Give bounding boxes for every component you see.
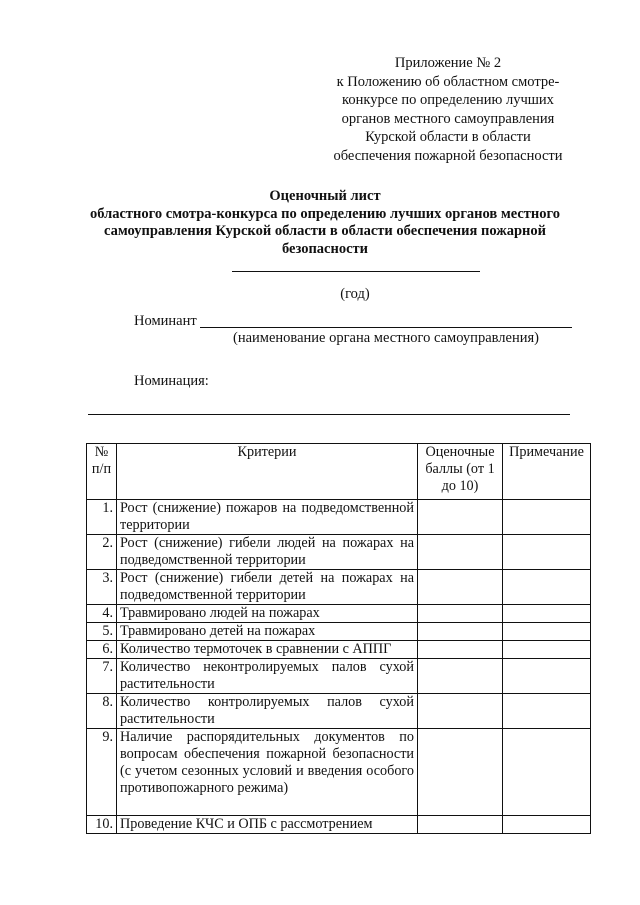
header-score: Оценочные баллы (от 1 до 10) xyxy=(418,444,503,500)
row-criterion: Наличие распорядительных документов по вопросам обеспечения пожарной безопасности (с учетом сезонных условий и введения особого противопожарного режима) xyxy=(117,729,418,816)
appendix-line: Приложение № 2 xyxy=(394,55,502,71)
title-line: областного смотра-конкурса по определению лучших органов местного xyxy=(89,205,561,222)
row-number: 7. xyxy=(87,659,117,694)
table-row xyxy=(87,500,591,535)
document-title xyxy=(60,188,590,258)
note-cell[interactable] xyxy=(503,570,591,605)
table-row xyxy=(87,659,591,694)
appendix-line: конкурсе по определению лучших xyxy=(342,92,554,109)
table-row xyxy=(87,570,591,605)
row-number: 8. xyxy=(87,694,117,729)
note-cell[interactable] xyxy=(503,641,591,659)
row-criterion: Рост (снижение) гибели людей на пожарах на подведомственной территории xyxy=(117,535,418,570)
year-caption: (год) xyxy=(340,286,370,302)
row-number: 9. xyxy=(87,729,117,816)
row-criterion: Количество контролируемых палов сухой растительности xyxy=(117,694,418,729)
appendix-line: Курской области в области xyxy=(365,129,531,146)
nominee-fill-line xyxy=(200,327,572,328)
row-number: 4. xyxy=(87,605,117,623)
score-cell[interactable] xyxy=(418,605,503,623)
score-cell[interactable] xyxy=(418,570,503,605)
nomination-label: Номинация: xyxy=(134,373,209,389)
nominee-label: Номинант xyxy=(134,313,197,329)
row-number: 2. xyxy=(87,535,117,570)
row-number: 5. xyxy=(87,623,117,641)
title-line: Оценочный лист xyxy=(269,188,381,204)
header-criteria: Критерии xyxy=(117,444,418,500)
row-number: 6. xyxy=(87,641,117,659)
row-criterion: Травмировано детей на пожарах xyxy=(117,623,418,641)
year-fill-line xyxy=(232,271,480,272)
note-cell[interactable] xyxy=(503,605,591,623)
score-cell[interactable] xyxy=(418,816,503,834)
title-line: самоуправления Курской области в области обеспечения пожарной xyxy=(103,223,547,239)
table-row xyxy=(87,641,591,659)
score-cell[interactable] xyxy=(418,641,503,659)
table-row xyxy=(87,605,591,623)
appendix-line: органов местного самоуправления xyxy=(341,110,555,127)
note-cell[interactable] xyxy=(503,500,591,535)
appendix-line: обеспечения пожарной безопасности xyxy=(333,147,563,164)
note-cell[interactable] xyxy=(503,659,591,694)
score-cell[interactable] xyxy=(418,694,503,729)
score-cell[interactable] xyxy=(418,729,503,816)
score-cell[interactable] xyxy=(418,623,503,641)
header-number: № п/п xyxy=(87,444,117,500)
score-cell[interactable] xyxy=(418,659,503,694)
note-cell[interactable] xyxy=(503,816,591,834)
nominee-caption: (наименование органа местного самоуправления) xyxy=(233,330,539,346)
table-row xyxy=(87,535,591,570)
row-number: 1. xyxy=(87,500,117,535)
row-criterion: Проведение КЧС и ОПБ с рассмотрением xyxy=(117,816,418,834)
score-cell[interactable] xyxy=(418,500,503,535)
table-row xyxy=(87,694,591,729)
note-cell[interactable] xyxy=(503,729,591,816)
row-number: 10. xyxy=(87,816,117,834)
appendix-line: к Положению об областном смотре- xyxy=(336,73,560,90)
score-cell[interactable] xyxy=(418,535,503,570)
row-criterion: Рост (снижение) пожаров на подведомственной территории xyxy=(117,500,418,535)
row-criterion: Травмировано людей на пожарах xyxy=(117,605,418,623)
row-criterion: Количество термоточек в сравнении с АППГ xyxy=(117,641,418,659)
table-row xyxy=(87,816,591,834)
title-line: безопасности xyxy=(281,240,369,257)
row-criterion: Количество неконтролируемых палов сухой растительности xyxy=(117,659,418,694)
table-row xyxy=(87,623,591,641)
table-header-row xyxy=(87,444,591,500)
criteria-table xyxy=(86,443,591,834)
table-row xyxy=(87,729,591,816)
note-cell[interactable] xyxy=(503,694,591,729)
header-note: Примечание xyxy=(503,444,591,500)
note-cell[interactable] xyxy=(503,623,591,641)
nomination-fill-line xyxy=(88,414,570,415)
note-cell[interactable] xyxy=(503,535,591,570)
row-criterion: Рост (снижение) гибели детей на пожарах на подведомственной территории xyxy=(117,570,418,605)
row-number: 3. xyxy=(87,570,117,605)
appendix-header xyxy=(318,54,578,166)
